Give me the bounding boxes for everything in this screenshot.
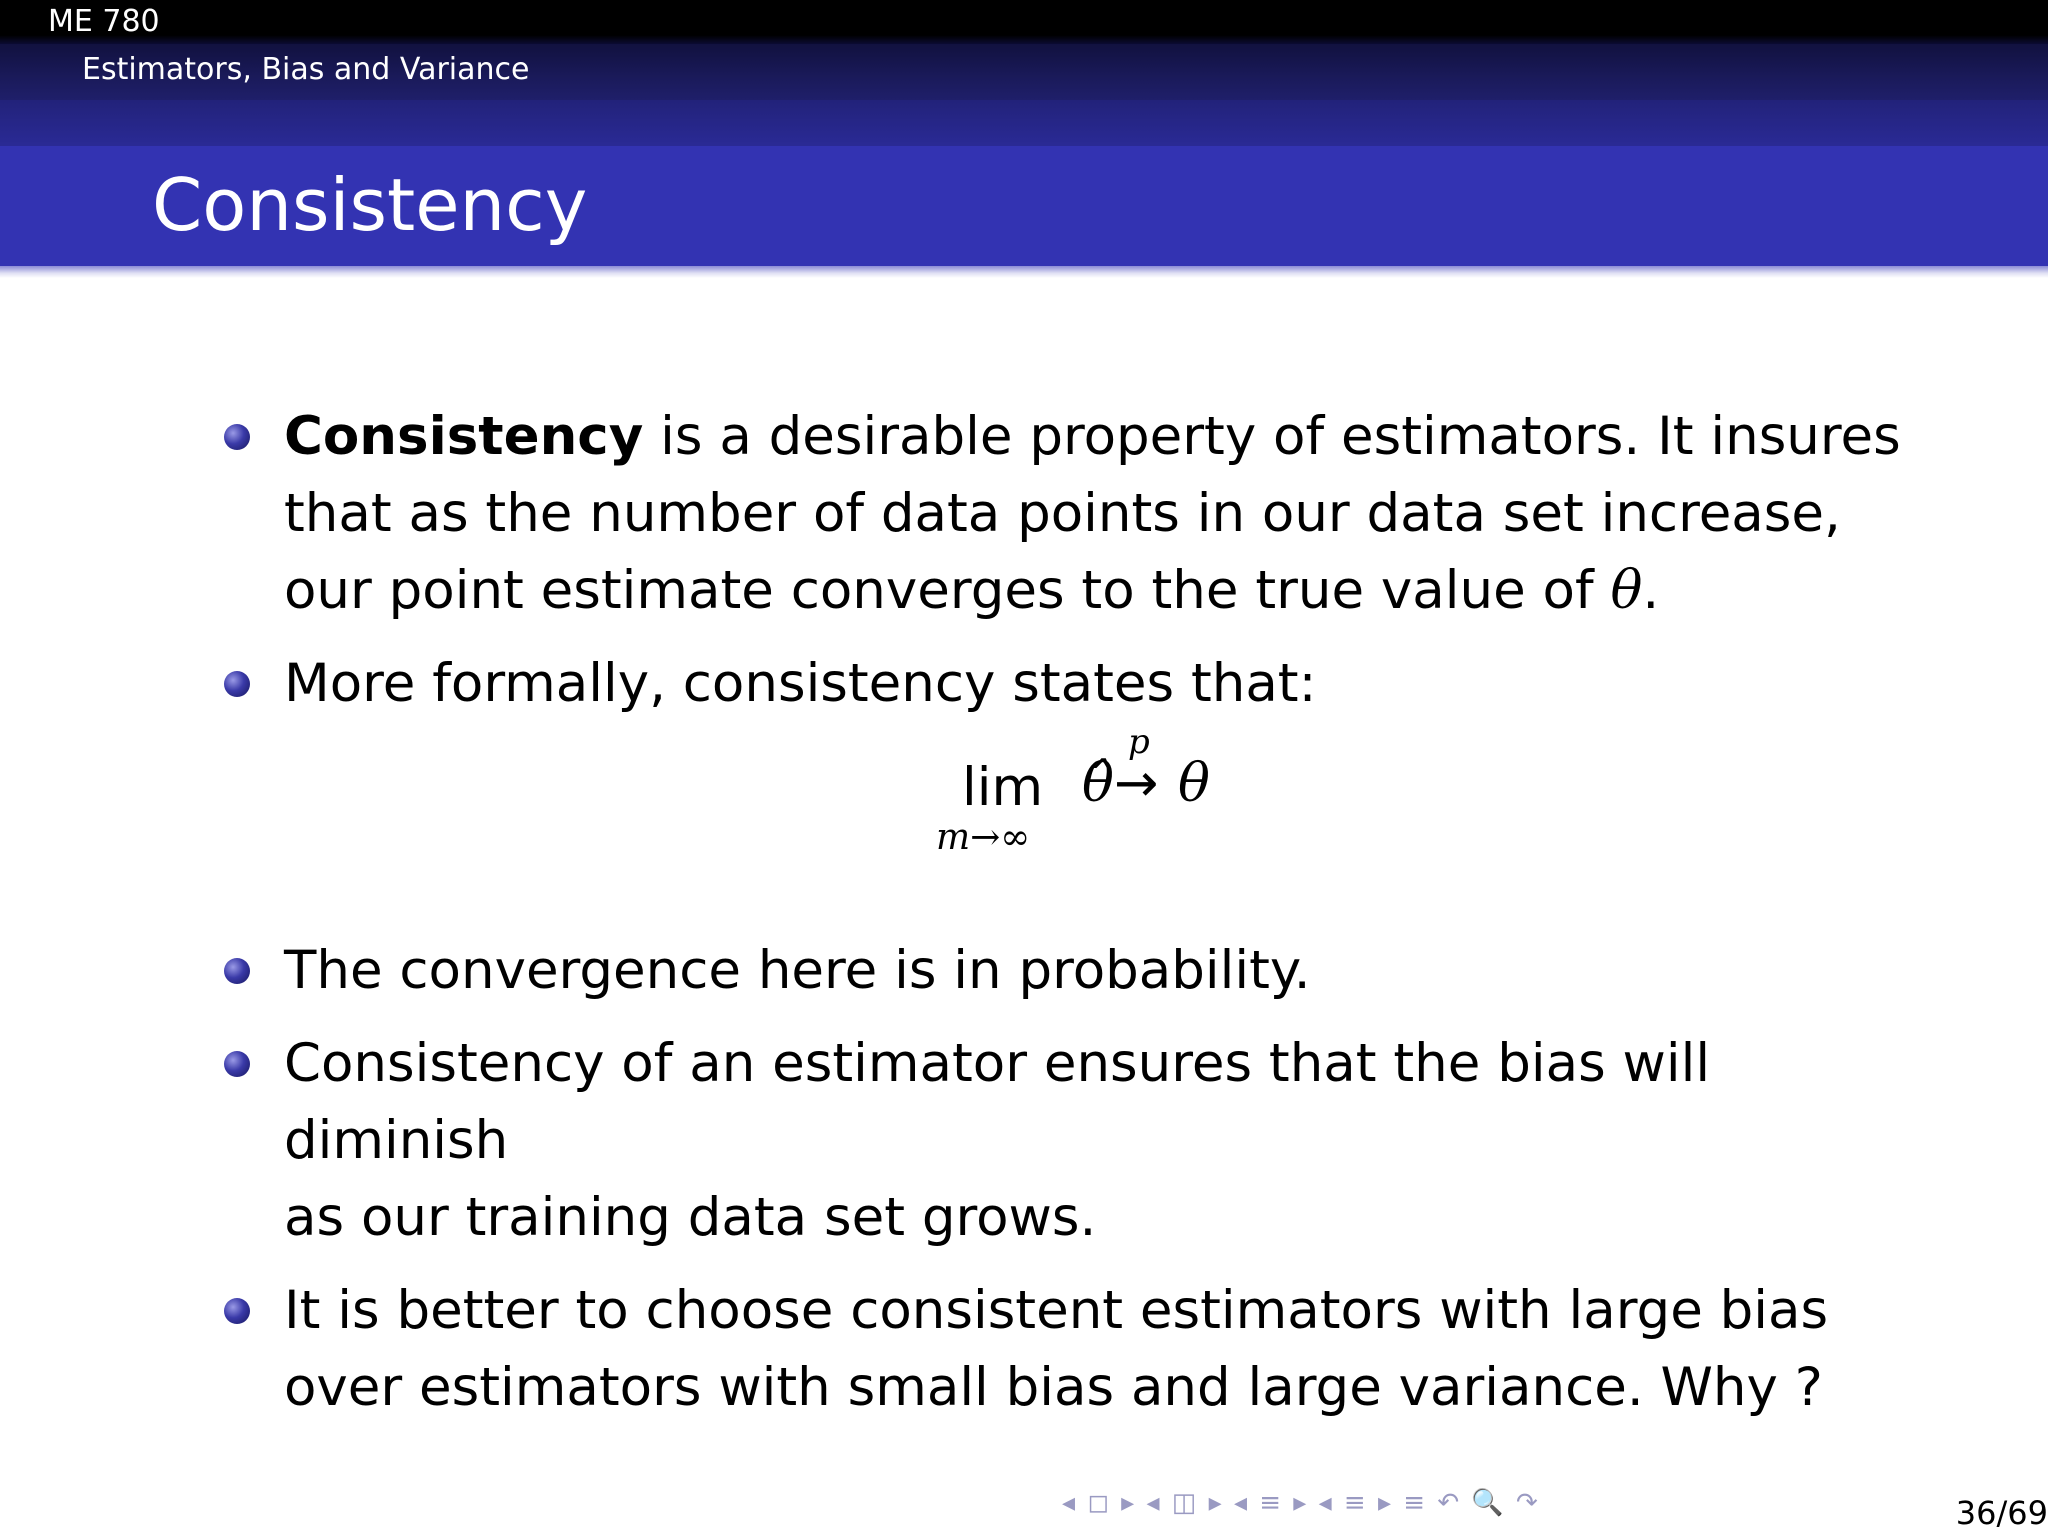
- bullet-item-bias-diminish: [218, 1025, 1918, 1256]
- title-bar-shadow: [0, 266, 2048, 278]
- frame-title: Consistency: [152, 163, 588, 247]
- bullet-text: our point estimate converges to the true value of: [284, 560, 1611, 621]
- formula-arrow: →: [1114, 753, 1159, 814]
- header-gradient-band: [0, 100, 2048, 146]
- formula-theta: θ: [1178, 753, 1210, 814]
- bullet-text: over estimators with small bias and large variance. Why ?: [284, 1357, 1823, 1418]
- bullet-icon: [224, 1051, 250, 1077]
- bullet-text: as our training data set grows.: [284, 1187, 1097, 1248]
- consistency-formula: [218, 722, 1918, 932]
- theta-symbol: θ: [1610, 560, 1643, 621]
- bullet-text: It is better to choose consistent estimators with large bias: [284, 1280, 1829, 1341]
- bullet-text: The convergence here is in probability.: [284, 940, 1311, 1001]
- term-consistency: Consistency: [284, 406, 644, 467]
- formula-limit-subscript: m→∞: [936, 817, 1031, 858]
- bullet-icon: [224, 958, 250, 984]
- section-title[interactable]: Estimators, Bias and Variance: [82, 52, 530, 87]
- header-top-band: [0, 0, 2048, 44]
- bullet-text: that as the number of data points in our data set increase,: [284, 483, 1841, 544]
- formula-arrow-label: p: [1128, 722, 1150, 762]
- bullet-text: More formally, consistency states that:: [284, 653, 1317, 714]
- bullet-text: is a desirable property of estimators. It insures: [643, 406, 1901, 467]
- bullet-item-consistency-definition: [218, 398, 1918, 629]
- page-number: 36/69: [1955, 1494, 2048, 1532]
- formula-lim: lim: [962, 757, 1044, 818]
- bullet-text: Consistency of an estimator ensures that the bias will diminish: [284, 1033, 1711, 1171]
- bullet-icon: [224, 671, 250, 697]
- bullet-icon: [224, 1298, 250, 1324]
- course-title[interactable]: ME 780: [48, 4, 160, 39]
- bullet-item-choose-consistent: [218, 1272, 1918, 1426]
- bullet-item-convergence: [218, 932, 1918, 1009]
- beamer-navigation-controls[interactable]: ◂ ◻ ▸ ◂ ◫ ▸ ◂ ≡ ▸ ◂ ≡ ▸ ≡ ↶ 🔍 ↷: [1062, 1488, 1540, 1518]
- bullet-item-formal-statement: [218, 645, 1918, 722]
- bullet-list: [218, 398, 1918, 1426]
- bullet-text: .: [1642, 560, 1660, 621]
- bullet-icon: [224, 424, 250, 450]
- formula-theta-hat: θ̂: [1082, 753, 1114, 814]
